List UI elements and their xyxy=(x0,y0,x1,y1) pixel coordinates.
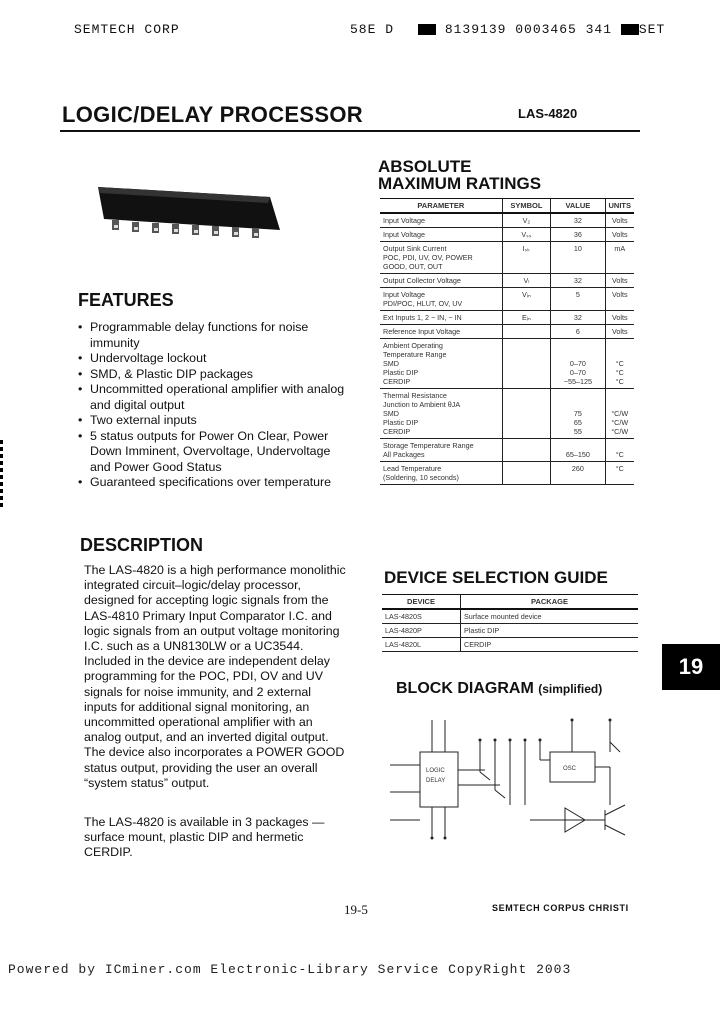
col-package: PACKAGE xyxy=(461,595,639,610)
rating-parameter: Reference Input Voltage xyxy=(380,325,502,339)
ratings-heading-line2: MAXIMUM RATINGS xyxy=(378,174,542,193)
page-number: 19-5 xyxy=(344,902,368,917)
black-mark-icon xyxy=(621,24,639,35)
rating-symbol xyxy=(502,439,551,462)
block-diagram-heading xyxy=(396,680,602,698)
table-row xyxy=(380,462,634,485)
rating-units: Volts xyxy=(605,288,634,311)
selection-header-row xyxy=(382,595,638,610)
osc-label: OSC xyxy=(563,766,577,772)
rating-symbol xyxy=(502,325,551,339)
rating-units: °C xyxy=(605,439,634,462)
rating-symbol xyxy=(502,339,551,389)
table-row xyxy=(380,274,634,288)
rating-units: Volts xyxy=(605,228,634,242)
rating-units: Volts xyxy=(605,325,634,339)
block-diagram-subtitle: (simplified) xyxy=(538,682,603,696)
rating-parameter: Output Sink Current POC, PDI, UV, OV, POWER GOOD, OUT, OUT xyxy=(380,242,502,274)
black-mark-icon xyxy=(418,24,436,35)
table-row xyxy=(382,624,638,638)
rating-units: Volts xyxy=(605,311,634,325)
col-symbol: SYMBOL xyxy=(502,199,551,214)
rating-units: °C/W °C/W °C/W xyxy=(605,389,634,439)
selection-package: Surface mounted device xyxy=(461,609,639,624)
table-row xyxy=(382,638,638,652)
selection-guide-heading: DEVICE SELECTION GUIDE xyxy=(384,568,608,587)
table-row xyxy=(380,213,634,228)
rating-symbol xyxy=(502,462,551,485)
rating-value: 36 xyxy=(551,228,605,242)
selection-device: LAS-4820L xyxy=(382,638,461,652)
header-set: SET xyxy=(638,22,666,37)
table-row xyxy=(380,389,634,439)
table-row xyxy=(380,325,634,339)
title-rule xyxy=(60,130,640,132)
table-row xyxy=(380,311,634,325)
features-heading: FEATURES xyxy=(78,290,174,310)
feature-item: • Two external inputs xyxy=(78,413,348,429)
description-heading: DESCRIPTION xyxy=(80,535,204,555)
chip-package-image xyxy=(90,175,285,245)
rating-parameter: Input Voltage xyxy=(380,228,502,242)
header-codes: 58E D xyxy=(350,22,395,37)
rating-units: Volts xyxy=(605,213,634,228)
rating-value: 32 xyxy=(551,213,605,228)
feature-item: • Programmable delay functions for noise immunity xyxy=(78,320,348,351)
feature-item: • Undervoltage lockout xyxy=(78,351,348,367)
rating-symbol: Iₛₖ xyxy=(502,242,551,274)
col-device: DEVICE xyxy=(382,595,461,610)
table-row xyxy=(380,439,634,462)
description-para-2: The LAS-4820 is available in 3 packages — surface mount, plastic DIP and hermetic CERDIP. xyxy=(84,815,325,860)
rating-parameter: Output Collector Voltage xyxy=(380,274,502,288)
rating-units: °C °C °C xyxy=(605,339,634,389)
table-row xyxy=(380,228,634,242)
rating-units: Volts xyxy=(605,274,634,288)
rating-value: 6 xyxy=(551,325,605,339)
block-diagram-title: BLOCK DIAGRAM xyxy=(396,680,534,697)
rating-units: mA xyxy=(605,242,634,274)
block-diagram xyxy=(380,710,650,860)
rating-value: 75 65 55 xyxy=(551,389,605,439)
selection-guide-table xyxy=(382,594,638,652)
rating-symbol: V₂ xyxy=(502,213,551,228)
rating-symbol: Eᵢₙ xyxy=(502,311,551,325)
rating-symbol xyxy=(502,389,551,439)
rating-parameter: Ext Inputs 1, 2 − IN, − IN xyxy=(380,311,502,325)
table-row xyxy=(380,242,634,274)
features-list xyxy=(78,320,348,491)
table-row xyxy=(382,609,638,624)
rating-units: °C xyxy=(605,462,634,485)
rating-parameter: Input Voltage PDI/POC, HLUT, OV, UV xyxy=(380,288,502,311)
rating-value: 10 xyxy=(551,242,605,274)
logic-label: LOGIC xyxy=(426,768,445,774)
table-row xyxy=(380,288,634,311)
rating-value: 5 xyxy=(551,288,605,311)
rating-value: 32 xyxy=(551,274,605,288)
rating-parameter: Input Voltage xyxy=(380,213,502,228)
col-parameter: PARAMETER xyxy=(380,199,502,214)
selection-device: LAS-4820P xyxy=(382,624,461,638)
col-value: VALUE xyxy=(551,199,605,214)
header-barcode-line xyxy=(418,22,665,37)
header-barcode-text: 8139139 0003465 341 xyxy=(444,22,613,37)
rating-value: 0–70 0–70 −55–125 xyxy=(551,339,605,389)
feature-item: • SMD, & Plastic DIP packages xyxy=(78,367,348,383)
selection-package: CERDIP xyxy=(461,638,639,652)
ratings-heading-line1: ABSOLUTE xyxy=(378,157,472,176)
rating-parameter: Storage Temperature Range All Packages xyxy=(380,439,502,462)
rating-parameter: Thermal Resistance Junction to Ambient θJA SMD Plastic DIP CERDIP xyxy=(380,389,502,439)
powered-by: Powered by ICminer.com Electronic-Library Service CopyRight 2003 xyxy=(8,962,572,977)
rating-parameter: Lead Temperature (Soldering, 10 seconds) xyxy=(380,462,502,485)
col-units: UNITS xyxy=(605,199,634,214)
rating-symbol: Vᵢₙ xyxy=(502,288,551,311)
table-row xyxy=(380,339,634,389)
rating-parameter: Ambient Operating Temperature Range SMD Plastic DIP CERDIP xyxy=(380,339,502,389)
feature-item: • Guaranteed specifications over temperature xyxy=(78,475,348,491)
selection-package: Plastic DIP xyxy=(461,624,639,638)
rating-value: 65–150 xyxy=(551,439,605,462)
scan-edge-marks xyxy=(0,440,3,510)
feature-item: • Uncommitted operational amplifier with analog and digital output xyxy=(78,382,348,413)
header-company: SEMTECH CORP xyxy=(74,22,180,37)
delay-label: DELAY xyxy=(426,778,446,784)
rating-symbol: Vₛₛ xyxy=(502,228,551,242)
page-tab: 19 xyxy=(662,644,720,690)
ratings-header-row xyxy=(380,199,634,214)
part-number: LAS-4820 xyxy=(518,106,578,121)
feature-item: • 5 status outputs for Power On Clear, Power Down Imminent, Overvoltage, Undervoltage and Power Good Status xyxy=(78,429,348,476)
description-para-1: The LAS-4820 is a high performance monolithic integrated circuit–logic/delay processor, designed for accepting logic signals from the LAS-4810 Primary Input Comparator I.C. and logic signals from an output voltage monitoring I.C. such as a UN8130LW or a UC3544. Included in the device are independent delay programming for the POC, PDI, OV and UV signals for noise immunity, and 2 external inputs for additional signal monitoring, an uncommitted operational amplifier with an analog output, and an inverted digital output. The device also incorporates a POWER GOOD status output, providing the user an overall “system status” output. xyxy=(84,563,346,790)
page-title: LOGIC/DELAY PROCESSOR xyxy=(62,102,363,127)
rating-value: 260 xyxy=(551,462,605,485)
rating-symbol: Vₗ xyxy=(502,274,551,288)
ratings-table xyxy=(380,198,634,485)
ratings-heading xyxy=(378,158,541,192)
selection-device: LAS-4820S xyxy=(382,609,461,624)
rating-value: 32 xyxy=(551,311,605,325)
footer-company: SEMTECH CORPUS CHRISTI xyxy=(492,903,629,913)
